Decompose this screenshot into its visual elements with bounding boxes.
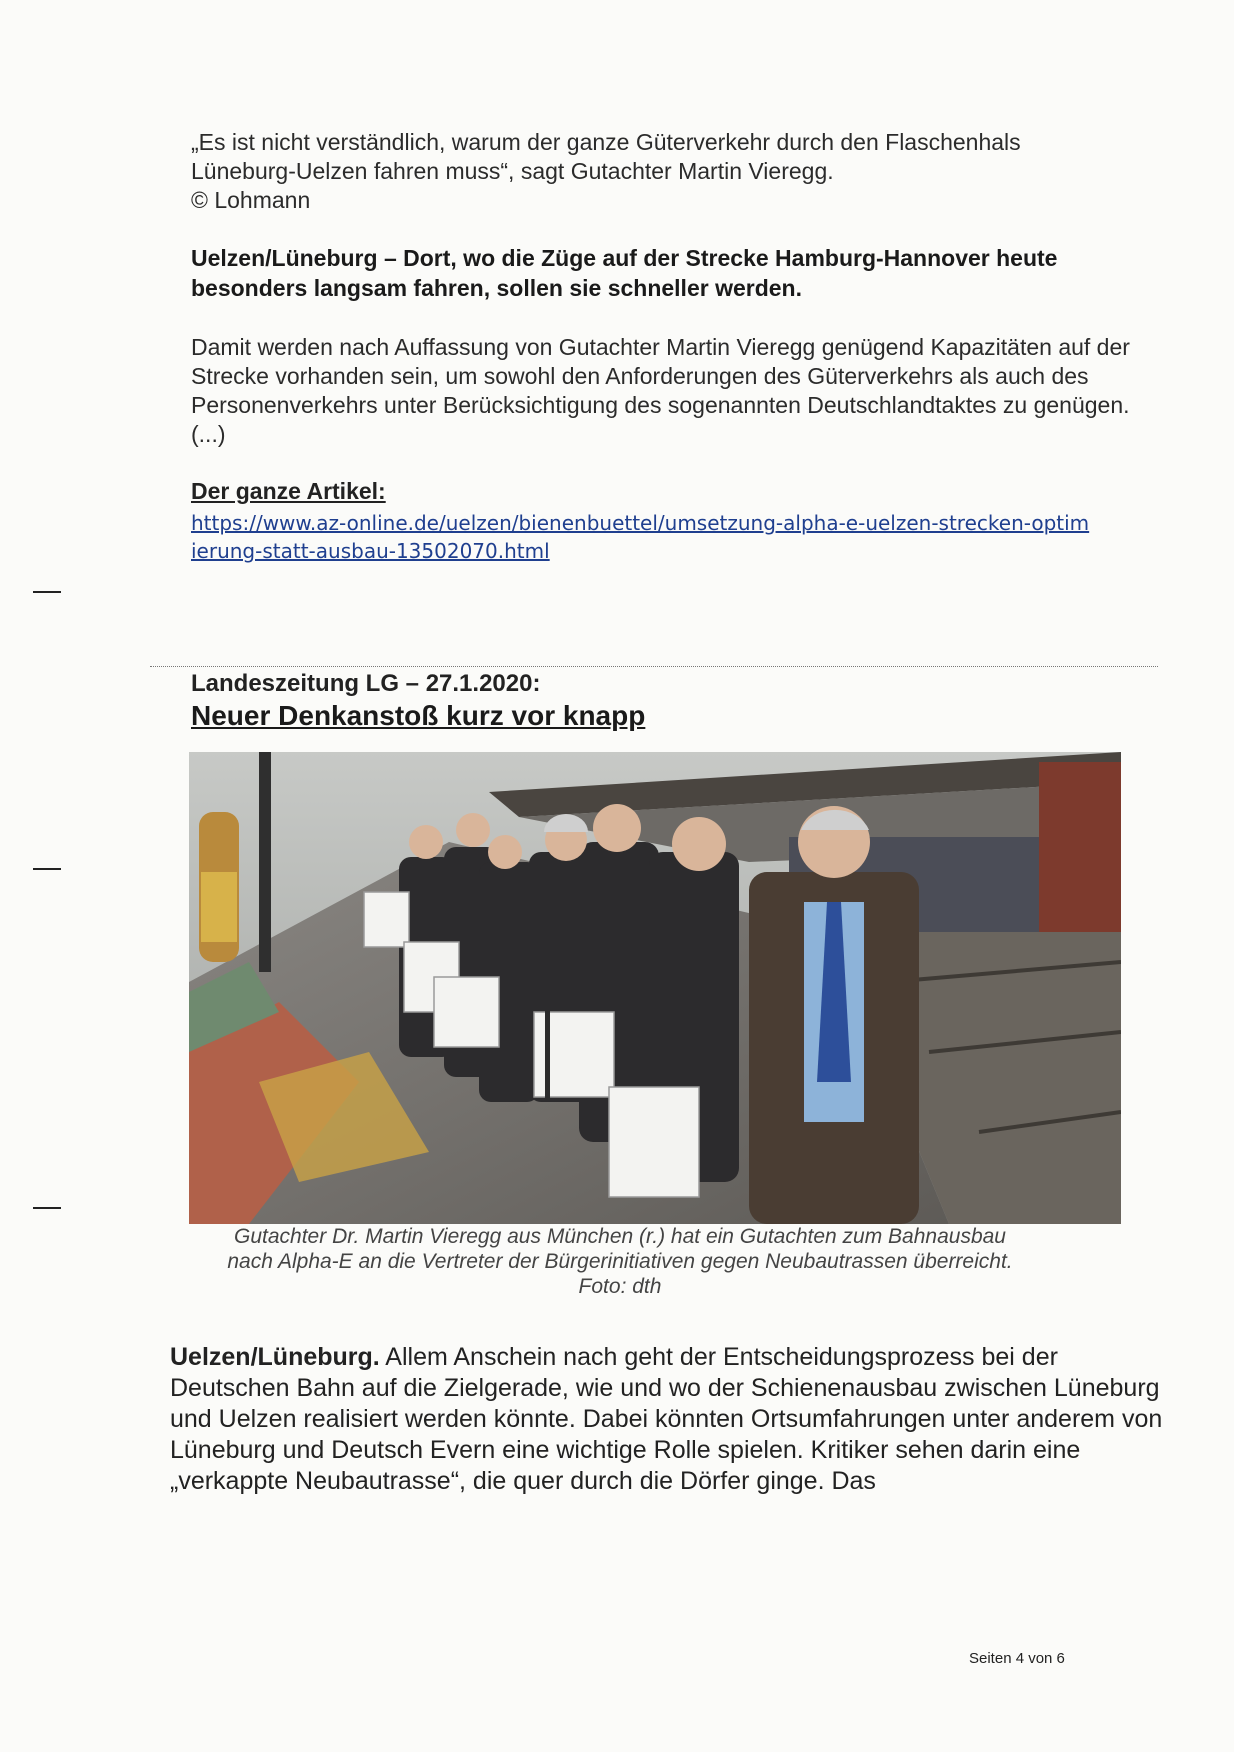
lead-paragraph [191,243,1146,303]
body-paragraph [191,333,1136,449]
page-number: Seiten 4 von 6 [969,1650,1065,1667]
section-divider [150,666,1158,667]
article-body [170,1342,1170,1497]
margin-mark [33,591,61,593]
photo-caption-line-2: nach Alpha-E an die Vertreter der Bürgerinitiativen gegen Neubautrassen überreicht. [227,1250,1013,1273]
quote-line-1: „Es ist nicht verständlich, warum der ganze Güterverkehr durch den Flaschenhals [191,129,1021,155]
full-article-label: Der ganze Artikel: [191,478,386,504]
station-group-photo [189,752,1121,1224]
paragraph-text: Damit werden nach Auffassung von Gutachter Martin Vieregg genügend Kapazitäten auf der Strecke vorhanden sein, um sowohl den Anforderungen des Güterverkehrs als auch des Personenverkehrs unter Berücksichtigung des sogenannten Deutschlandtaktes zu genügen. (...) [191,334,1130,447]
article-body-lead: Uelzen/Lüneburg. [170,1343,380,1371]
photo-caption [180,1224,1060,1299]
photo-credit: Foto: dth [578,1275,662,1298]
article-headline: Neuer Denkanstoß kurz vor knapp [191,700,646,731]
lead-text: Uelzen/Lüneburg – Dort, wo die Züge auf der Strecke Hamburg-Hannover heute besonders langsam fahren, sollen sie schneller werden. [191,245,1058,301]
article-source: Landeszeitung LG – 27.1.2020: [191,670,541,697]
photo-caption-line-1: Gutachter Dr. Martin Vieregg aus München (r.) hat ein Gutachten zum Bahnausbau [234,1225,1006,1248]
quote-line-2: Lüneburg-Uelzen fahren muss“, sagt Gutachter Martin Vieregg. [191,158,834,184]
quote-caption [191,128,1151,215]
full-article-link[interactable]: https://www.az-online.de/uelzen/bienenbuettel/umsetzung-alpha-e-uelzen-strecken-optimierung-statt-ausbau-13502070.html [191,511,1090,563]
margin-mark [33,868,61,870]
article-body-text: Allem Anschein nach geht der Entscheidungsprozess bei der Deutschen Bahn auf die Zielgerade, wie und wo der Schienenausbau zwischen Lüneburg und Uelzen realisiert werden könnte. Dabei könnten Ortsumfahrungen unter anderem von Lüneburg und Deutsch Evern eine wichtige Rolle spielen. Kritiker sehen darin eine „verkappte Neubautrasse“, die quer durch die Dörfer ginge. Das [170,1343,1163,1495]
article-photo [189,752,1121,1224]
full-article [191,478,1091,565]
quote-credit: © Lohmann [191,187,311,213]
margin-mark [33,1207,61,1209]
